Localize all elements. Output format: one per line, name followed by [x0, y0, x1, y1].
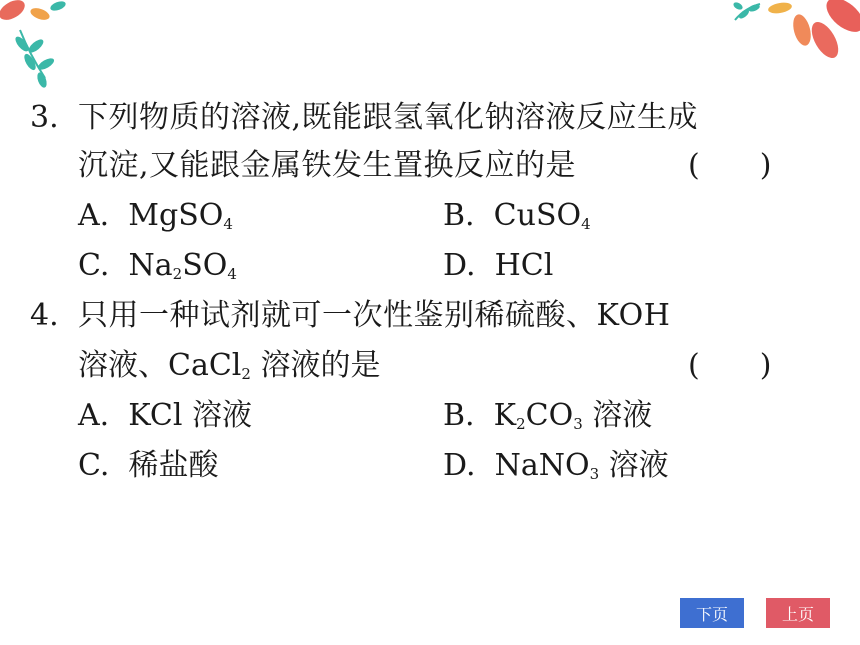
question-4-stem-line-1: 只用一种试剂就可一次性鉴别稀硫酸、KOH — [78, 298, 671, 333]
question-3-answer-blank: ( ) — [688, 148, 772, 183]
leaf-decoration-top-right — [730, 0, 860, 75]
option-text: KCl 溶液 — [128, 398, 252, 433]
option-text: CO — [525, 398, 574, 433]
question-4-number: 4. — [30, 298, 59, 333]
leaf-decoration-top-left — [0, 0, 90, 95]
stem-text: 溶液、CaCl — [78, 348, 242, 383]
previous-page-button[interactable]: 上页 — [766, 598, 830, 628]
option-label: C. — [78, 248, 110, 283]
stem-text: 溶液的是 — [250, 348, 381, 383]
subscript: 2 — [516, 415, 526, 433]
option-label: B. — [443, 398, 475, 433]
option-text: 溶液 — [582, 398, 653, 433]
option-text: NaNO — [494, 448, 590, 483]
option-text: Na — [128, 248, 173, 283]
question-4-option-c — [78, 448, 219, 484]
question-3-option-c — [78, 248, 237, 292]
question-4-stem-line-2 — [78, 348, 380, 392]
question-4-option-d — [443, 448, 669, 492]
question-4-answer-blank: ( ) — [688, 348, 772, 383]
option-text: MgSO — [128, 198, 224, 233]
option-label: B. — [443, 198, 475, 233]
question-4-option-b — [443, 398, 652, 442]
option-label: A. — [78, 198, 110, 233]
question-3-option-a — [78, 198, 233, 242]
option-label: A. — [78, 398, 110, 433]
subscript: 2 — [172, 265, 183, 283]
subscript: 4 — [227, 265, 237, 283]
next-page-button[interactable]: 下页 — [680, 598, 744, 628]
option-text: 稀盐酸 — [128, 448, 219, 483]
option-text: SO — [182, 248, 228, 283]
option-text: CuSO — [493, 198, 582, 233]
question-3-stem-line-1: 下列物质的溶液,既能跟氢氧化钠溶液反应生成 — [78, 100, 699, 135]
subscript: 3 — [589, 465, 600, 483]
question-4-option-a — [78, 398, 252, 434]
question-3-stem-line-2: 沉淀,又能跟金属铁发生置换反应的是 — [78, 148, 577, 183]
option-text: 溶液 — [599, 448, 669, 483]
option-text: K — [493, 398, 517, 433]
question-3-option-b — [443, 198, 591, 242]
subscript: 4 — [223, 215, 233, 233]
subscript: 3 — [573, 415, 583, 433]
subscript: 4 — [581, 215, 591, 233]
question-3-number: 3. — [30, 100, 59, 135]
option-label: D. — [443, 448, 476, 483]
option-label: D. — [443, 248, 476, 283]
option-label: C. — [78, 448, 110, 483]
option-text: HCl — [494, 248, 554, 283]
question-3-option-d — [443, 248, 553, 284]
subscript: 2 — [241, 365, 251, 383]
